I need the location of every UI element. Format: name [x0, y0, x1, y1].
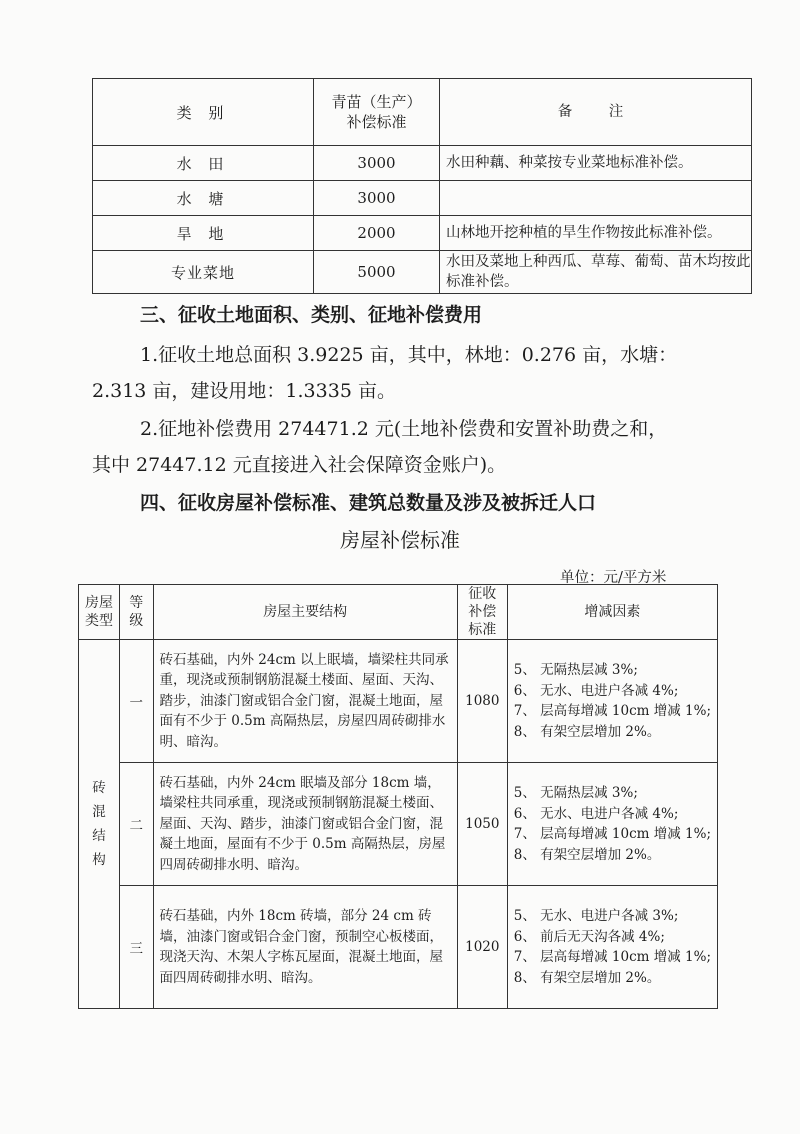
header-remarks: 备 注	[440, 79, 752, 146]
factor-item: 7、 层高每增减 10cm 增减 1%;	[513, 826, 711, 842]
factor-item: 5、 无水、电进户各减 3%;	[513, 908, 679, 924]
house-type-vertical-text	[91, 776, 107, 872]
header-house-type-line2: 类型	[85, 613, 114, 629]
row-standard: 3000	[314, 181, 440, 216]
row-remark: 水田及菜地上种西瓜、草莓、葡萄、苗木均按此标准补偿。	[440, 251, 752, 294]
factor-item: 7、 层高每增减 10cm 增减 1%;	[513, 703, 711, 719]
section3-heading: 三、征收土地面积、类别、征地补偿费用	[140, 304, 483, 326]
header-structure: 房屋主要结构	[153, 585, 457, 640]
grade-cell: 一	[120, 640, 153, 763]
crop-compensation-table	[92, 78, 752, 294]
table-row	[79, 763, 718, 886]
price-cell: 1080	[457, 640, 507, 763]
factor-item: 6、 无水、电进户各减 4%;	[513, 805, 679, 822]
structure-cell: 砖石基础，内外 24cm 眠墙及部分 18cm 墙，墙梁柱共同承重，现浇或预制钢筋混凝土楼面、屋面、天沟、踏步，油漆门窗或铝合金门窗，混凝土地面，屋面有不少于 0.5m 高隔热层，房屋四周砖砌排水明、暗沟。	[153, 763, 457, 886]
house-type-cell	[79, 640, 120, 1009]
section3-p2-line2: 其中 27447.12 元直接进入社会保障资金账户)。	[92, 454, 507, 476]
section4-heading: 四、征收房屋补偿标准、建筑总数量及涉及被拆迁人口	[140, 492, 597, 514]
row-remark: 山林地开挖种植的旱生作物按此标准补偿。	[440, 216, 752, 251]
header-house-type-line1: 房屋	[85, 595, 114, 611]
header-price-line3: 标准	[468, 622, 497, 638]
header-grade	[120, 585, 153, 640]
factor-item: 5、 无隔热层减 3%;	[513, 662, 638, 678]
section3-p2-line1: 2.征地补偿费用 274471.2 元(土地补偿费和安置补助费之和，	[140, 418, 668, 440]
table-row	[93, 251, 752, 294]
row-category: 水 塘	[93, 181, 314, 216]
header-standard-line1: 青苗（生产）	[331, 93, 422, 111]
table-header-row	[93, 79, 752, 146]
row-category: 水 田	[93, 146, 314, 181]
factors-cell	[507, 886, 717, 1009]
header-standard-line2: 补偿标准	[346, 113, 407, 131]
header-price-line1: 征收	[468, 586, 497, 602]
section3-p1-line1: 1.征收土地总面积 3.9225 亩，其中，林地：0.276 亩，水塘：	[140, 344, 678, 366]
factor-item: 8、 有架空层增加 2%。	[513, 846, 661, 863]
factor-item: 8、 有架空层增加 2%。	[513, 723, 661, 740]
house-type-char: 构	[92, 852, 106, 868]
factor-item: 6、 前后无天沟各减 4%;	[513, 928, 665, 945]
table-row	[93, 146, 752, 181]
header-grade-line2: 级	[129, 613, 144, 629]
table-row	[79, 640, 718, 763]
house-type-char: 砖	[92, 780, 106, 796]
structure-cell: 砖石基础，内外 24cm 以上眠墙，墙梁柱共同承重，现浇或预制钢筋混凝土楼面、屋面、天沟、踏步，油漆门窗或铝合金门窗，混凝土地面，屋面有不少于 0.5m 高隔热层，房屋四周砖砌排水明、暗沟。	[153, 640, 457, 763]
header-standard	[314, 79, 440, 146]
header-price-line2: 补偿	[468, 604, 497, 620]
house-compensation-table	[78, 584, 718, 1009]
house-type-char: 结	[92, 828, 106, 844]
header-grade-line1: 等	[129, 595, 144, 611]
header-category: 类 别	[93, 79, 314, 146]
row-remark: 水田种藕、种菜按专业菜地标准补偿。	[440, 146, 752, 181]
table-row	[93, 181, 752, 216]
row-standard: 5000	[314, 251, 440, 294]
row-standard: 2000	[314, 216, 440, 251]
table-row	[93, 216, 752, 251]
grade-cell: 三	[120, 886, 153, 1009]
section3-p1-line2: 2.313 亩，建设用地：1.3335 亩。	[92, 380, 396, 402]
house-type-char: 混	[92, 804, 106, 820]
structure-cell: 砖石基础，内外 18cm 砖墙，部分 24 cm 砖墙，油漆门窗或铝合金门窗，预制空心板楼面，现浇天沟、木架人字栋瓦屋面，混凝土地面，屋面四周砖砌排水明、暗沟。	[153, 886, 457, 1009]
factors-cell	[507, 763, 717, 886]
unit-label: 单位：元/平方米	[560, 570, 667, 586]
factors-cell	[507, 640, 717, 763]
table-header-row	[79, 585, 718, 640]
price-cell: 1050	[457, 763, 507, 886]
grade-cell: 二	[120, 763, 153, 886]
row-category: 专业菜地	[93, 251, 314, 294]
row-category: 旱 地	[93, 216, 314, 251]
factor-item: 6、 无水、电进户各减 4%;	[513, 682, 679, 699]
factor-item: 5、 无隔热层减 3%;	[513, 785, 638, 801]
factor-item: 8、 有架空层增加 2%。	[513, 969, 661, 986]
table-row	[79, 886, 718, 1009]
header-house-type	[79, 585, 120, 640]
price-cell: 1020	[457, 886, 507, 1009]
header-factors: 增减因素	[507, 585, 717, 640]
factor-item: 7、 层高每增减 10cm 增减 1%;	[513, 949, 711, 965]
row-standard: 3000	[314, 146, 440, 181]
house-table-title: 房屋补偿标准	[340, 528, 460, 552]
row-remark	[440, 181, 752, 216]
header-price	[457, 585, 507, 640]
